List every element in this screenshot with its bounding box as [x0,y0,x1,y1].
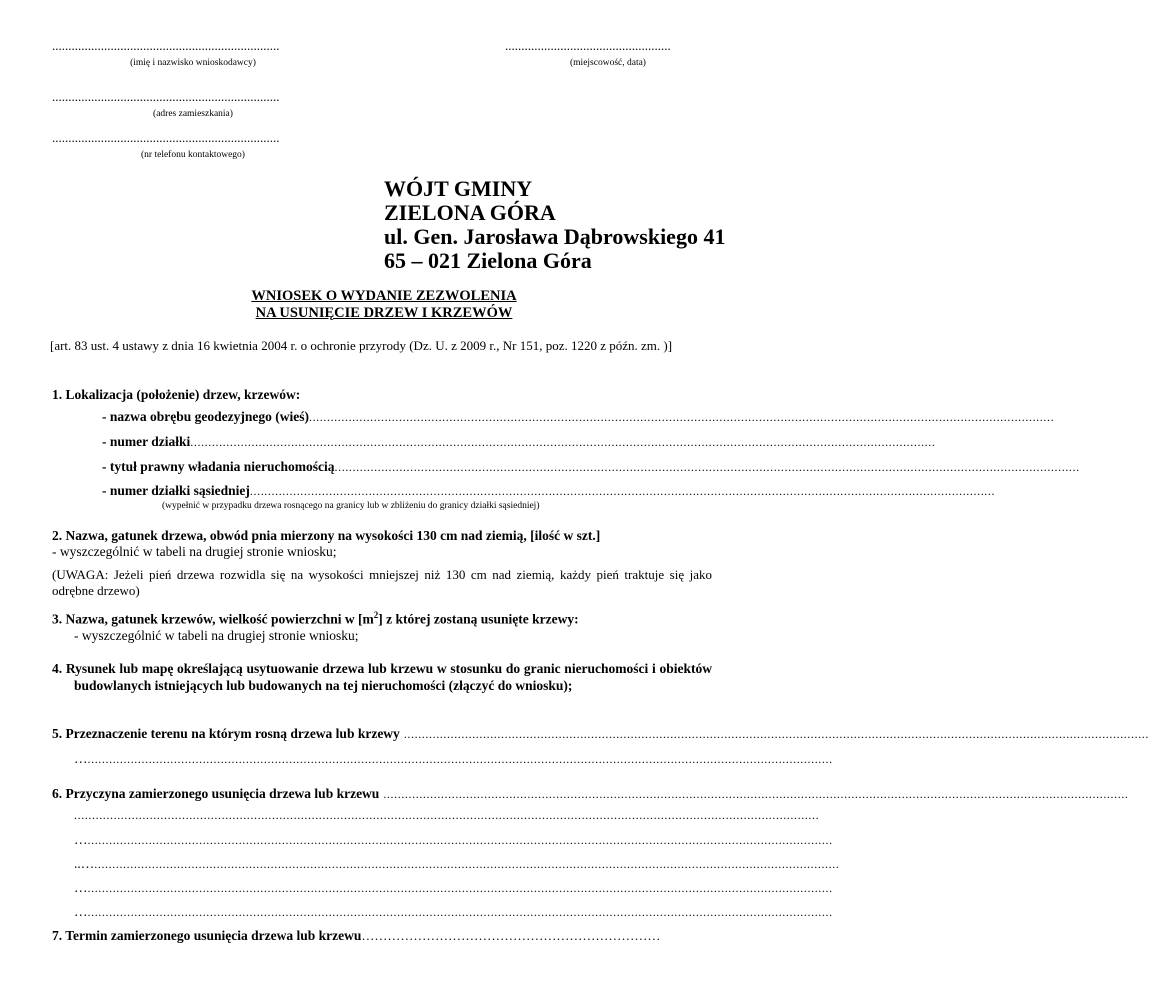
section-6-line-3-dots[interactable]: ............................................................................................................................................................................................................... [87,833,833,847]
section-6-dots[interactable]: ............................................................................................................................................................................................................... [383,787,1129,801]
section-6-line-3[interactable] [74,832,833,848]
phone-field[interactable]: ...................................................................... [52,130,280,145]
section-5-dots[interactable]: ............................................................................................................................................................................................................... [403,727,1149,741]
section-6-line-6-ellipsis: … [74,904,88,919]
place-date-field[interactable]: ................................................... [505,38,671,53]
addressee-line-2: ZIELONA GÓRA [384,200,556,225]
plot-number-label: - numer działki [102,434,191,449]
section-3-heading-start: 3. Nazwa, gatunek krzewów, wielkość powierzchni w [m [52,611,374,627]
applicant-name-caption: (imię i nazwisko wnioskodawcy) [130,58,256,68]
section-6-line-4-dots[interactable]: ............................................................................................................................................................................................................... [94,857,840,871]
section-6-line-5[interactable] [74,880,833,896]
neighbor-plot-dots[interactable]: ............................................................................................................................................................................................................... [249,484,996,498]
precinct-label: - nazwa obrębu geodezyjnego (wieś) [102,409,309,424]
section-2-subline: - wyszczególnić w tabeli na drugiej stronie wniosku; [52,544,337,559]
section-6-field[interactable] [52,786,1129,802]
section-1-heading: 1. Lokalizacja (położenie) drzew, krzewów: [52,387,301,402]
neighbor-plot-note: (wypełnić w przypadku drzewa rosnącego na granicy lub w zbliżeniu do granicy działki sąsiedniej) [162,501,540,511]
section-5-line-2-dots[interactable]: ............................................................................................................................................................................................................... [87,752,833,766]
section-4-heading: 4. Rysunek lub mapę określającą usytuowanie drzewa lub krzewu w stosunku do granic nieruchomości i obiektów budowlanych istniejących lub budowanych na tej nieruchomości (złączyć do wniosku); [52,661,712,693]
section-6-line-6[interactable] [74,904,833,920]
precinct-field[interactable] [102,409,1055,425]
section-6-line-3-ellipsis: … [74,832,88,847]
applicant-name-field[interactable]: ...................................................................... [52,38,280,53]
document-title-line-2: NA USUNIĘCIE DRZEW I KRZEWÓW [255,305,513,321]
section-3-heading [52,610,579,628]
section-3-heading-sup: 2 [373,610,379,620]
section-6-heading: 6. Przyczyna zamierzonego usunięcia drzewa lub krzewu [52,786,380,801]
phone-caption: (nr telefonu kontaktowego) [141,150,245,160]
section-6-line-5-ellipsis: … [74,880,88,895]
legal-title-label: - tytuł prawny władania nieruchomością [102,459,335,474]
plot-number-dots[interactable]: ............................................................................................................................................................................................................... [190,435,936,449]
document-title-line-1: WNIOSEK O WYDANIE ZEZWOLENIA [251,288,517,304]
legal-title-field[interactable] [102,459,1080,475]
section-5-line-2-ellipsis: … [74,751,88,766]
section-7-dots[interactable]: …………………………………………………………… [361,928,661,943]
section-3-heading-end: ] z której zostaną usunięte krzewy: [378,611,579,627]
section-6-line-2-dots[interactable]: ............................................................................................................................................................................................................... [74,808,820,822]
addressee-line-1: WÓJT GMINY [384,176,533,201]
addressee-line-3: ul. Gen. Jarosława Dąbrowskiego 41 [384,224,726,249]
section-6-line-4-ellipsis: ..… [74,856,95,871]
section-6-line-4[interactable] [74,856,840,872]
addressee-line-4: 65 – 021 Zielona Góra [384,248,592,273]
address-caption: (adres zamieszkania) [153,109,233,119]
place-date-caption: (miejscowość, data) [570,58,646,68]
section-3-subline: - wyszczególnić w tabeli na drugiej stronie wniosku; [74,628,359,643]
section-7-field[interactable] [52,928,712,944]
section-7-heading: 7. Termin zamierzonego usunięcia drzewa lub krzewu [52,928,362,943]
addressee-block [384,177,725,273]
section-5-field[interactable] [52,726,1149,742]
section-5-line-2[interactable] [74,751,833,767]
precinct-dots[interactable]: ............................................................................................................................................................................................................... [308,410,1055,424]
section-2-heading: 2. Nazwa, gatunek drzewa, obwód pnia mierzony na wysokości 130 cm nad ziemią, [ilość w szt.] [52,528,601,543]
legal-title-dots[interactable]: ............................................................................................................................................................................................................... [334,460,1080,474]
section-6-line-2[interactable] [74,808,820,823]
section-6-line-6-dots[interactable]: ............................................................................................................................................................................................................... [87,905,833,919]
neighbor-plot-label: - numer działki sąsiedniej [102,483,250,498]
legal-basis: [art. 83 ust. 4 ustawy z dnia 16 kwietnia 2004 r. o ochronie przyrody (Dz. U. z 2009 r., Nr 151, poz. 1220 z późn. zm. )] [50,338,673,353]
neighbor-plot-field[interactable] [102,483,996,499]
plot-number-field[interactable] [102,434,936,450]
section-5-heading: 5. Przeznaczenie terenu na którym rosną drzewa lub krzewy [52,726,400,741]
section-2-note: (UWAGA: Jeżeli pień drzewa rozwidla się na wysokości mniejszej niż 130 cm nad ziemią, każdy pień traktuje się jako odrębne drzewo) [52,567,712,598]
address-field[interactable]: ...................................................................... [52,89,280,104]
section-6-line-5-dots[interactable]: ............................................................................................................................................................................................................... [87,881,833,895]
